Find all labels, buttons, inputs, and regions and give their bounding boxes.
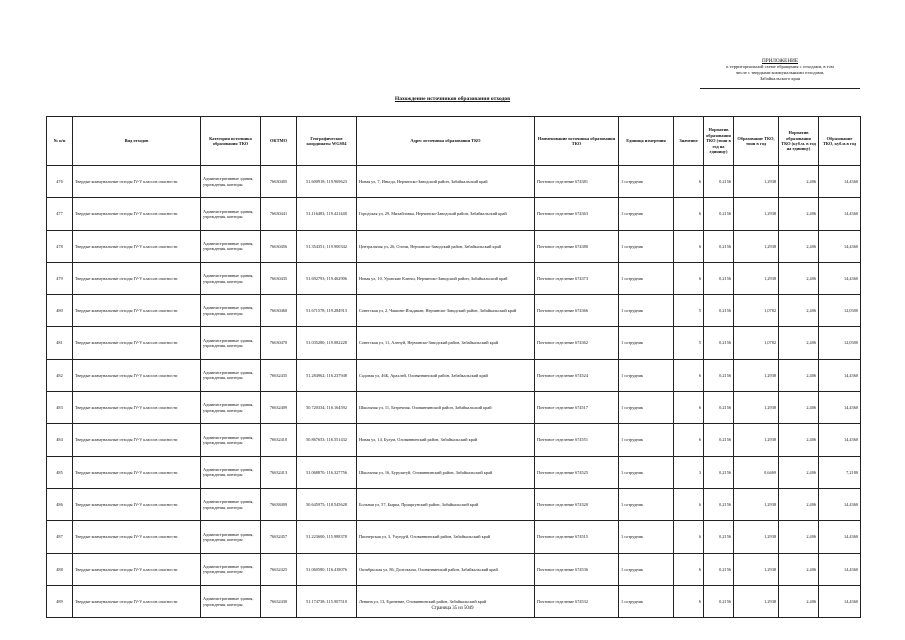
- cell-category: Административные здания, учреждения, конторы: [201, 456, 261, 488]
- header-category: Категория источника образования ТКО: [201, 117, 261, 166]
- cell-value: 6: [674, 166, 704, 198]
- table-row: [47, 521, 861, 553]
- cell-coordinates: 51.600918; 119.969623: [297, 166, 357, 198]
- cell-row-number: 476: [47, 166, 73, 198]
- cell-unit: 1 сотрудник: [619, 424, 674, 456]
- cell-oktmo: 76632430: [261, 585, 297, 617]
- cell-coordinates: 50.645975; 118.545628: [297, 488, 357, 520]
- cell-norm-m3: 2,406: [779, 553, 819, 585]
- table-row: [47, 392, 861, 424]
- cell-oktmo: 76630435: [261, 262, 297, 294]
- cell-coordinates: 51.068870; 116.327756: [297, 456, 357, 488]
- cell-address: Школьная ул, 11, Безречная, Оловяннинский район, Забайкальский край: [357, 392, 535, 424]
- cell-address: Центральная ул, 26, Олочи, Нерчинско-Заводский район, Забайкальский край: [357, 230, 535, 262]
- cell-norm-m3: 2,406: [779, 359, 819, 391]
- cell-source-name: Почтовое отделение 674373: [535, 262, 619, 294]
- cell-source-name: Почтовое отделение 674363: [535, 198, 619, 230]
- table-row: [47, 327, 861, 359]
- header-address: Адрес источника образования ТКО: [357, 117, 535, 166]
- appendix-block: [700, 58, 860, 82]
- cell-norm-tons: 0,2156: [704, 166, 734, 198]
- cell-m3-year: 7,2180: [819, 456, 861, 488]
- cell-value: 6: [674, 262, 704, 294]
- appendix-line: числе с твердыми коммунальными отходами,: [735, 70, 825, 75]
- cell-row-number: 477: [47, 198, 73, 230]
- cell-source-name: Почтовое отделение 674380: [535, 230, 619, 262]
- table-header-row: [47, 117, 861, 166]
- header-waste-kind: Вид отходов: [73, 117, 201, 166]
- header-norm-tons: Норматив образования ТКО (тонн в год на единицу): [704, 117, 734, 166]
- cell-source-name: Почтовое отделение 674524: [535, 359, 619, 391]
- header-unit: Единица измерения: [619, 117, 674, 166]
- cell-address: Новая ул, 7, Иньгда, Нерчинско-Заводский район, Забайкальский край: [357, 166, 535, 198]
- cell-norm-m3: 2,406: [779, 585, 819, 617]
- table-row: [47, 585, 861, 617]
- cell-source-name: Почтовое отделение 674362: [535, 327, 619, 359]
- cell-value: 6: [674, 424, 704, 456]
- cell-norm-tons: 0,2156: [704, 359, 734, 391]
- cell-source-name: Почтовое отделение 674517: [535, 392, 619, 424]
- cell-category: Административные здания, учреждения, конторы: [201, 327, 261, 359]
- cell-tons-year: 1,2938: [734, 359, 779, 391]
- cell-oktmo: 76632457: [261, 521, 297, 553]
- cell-category: Административные здания, учреждения, конторы: [201, 262, 261, 294]
- cell-norm-tons: 0,2156: [704, 295, 734, 327]
- cell-row-number: 479: [47, 262, 73, 294]
- cell-tons-year: 1,2938: [734, 488, 779, 520]
- cell-norm-m3: 2,406: [779, 262, 819, 294]
- cell-tons-year: 1,2938: [734, 521, 779, 553]
- cell-m3-year: 14,4360: [819, 488, 861, 520]
- cell-unit: 1 сотрудник: [619, 295, 674, 327]
- cell-norm-m3: 2,406: [779, 488, 819, 520]
- cell-m3-year: 12,0300: [819, 295, 861, 327]
- cell-unit: 1 сотрудник: [619, 230, 674, 262]
- cell-waste-kind: Твердые коммунальные отходы IV-V классов опасности: [73, 230, 201, 262]
- table-row: [47, 198, 861, 230]
- cell-norm-m3: 2,406: [779, 392, 819, 424]
- cell-coordinates: 51.284962; 116.237948: [297, 359, 357, 391]
- cell-oktmo: 76630456: [261, 230, 297, 262]
- table-row: [47, 456, 861, 488]
- cell-source-name: Почтовое отделение 674525: [535, 456, 619, 488]
- table-row: [47, 359, 861, 391]
- cell-tons-year: 1,2938: [734, 198, 779, 230]
- cell-address: Октябрьская ул, 86, Долгокыча, Оловяннинский район, Забайкальский край: [357, 553, 535, 585]
- cell-oktmo: 76632425: [261, 553, 297, 585]
- cell-category: Административные здания, учреждения, конторы: [201, 295, 261, 327]
- cell-norm-m3: 2,406: [779, 198, 819, 230]
- cell-category: Административные здания, учреждения, конторы: [201, 166, 261, 198]
- cell-waste-kind: Твердые коммунальные отходы IV-V классов опасности: [73, 424, 201, 456]
- cell-waste-kind: Твердые коммунальные отходы IV-V классов опасности: [73, 585, 201, 617]
- cell-coordinates: 51.671578; 119.284913: [297, 295, 357, 327]
- cell-m3-year: 14,4360: [819, 230, 861, 262]
- cell-oktmo: 76632435: [261, 359, 297, 391]
- cell-unit: 1 сотрудник: [619, 456, 674, 488]
- cell-waste-kind: Твердые коммунальные отходы IV-V классов опасности: [73, 359, 201, 391]
- cell-row-number: 485: [47, 456, 73, 488]
- cell-address: Больная ул, 57, Бырка, Приаргунский район, Забайкальский край: [357, 488, 535, 520]
- cell-source-name: Почтовое отделение 674366: [535, 295, 619, 327]
- header-m3-year: Образование ТКО, куб.м.в год: [819, 117, 861, 166]
- cell-norm-m3: 2,406: [779, 327, 819, 359]
- cell-norm-tons: 0,2156: [704, 327, 734, 359]
- header-tons-year: Образование ТКО, тонн в год: [734, 117, 779, 166]
- cell-tons-year: 1,0782: [734, 327, 779, 359]
- cell-norm-tons: 0,2156: [704, 521, 734, 553]
- cell-tons-year: 1,2938: [734, 262, 779, 294]
- cell-oktmo: 76630460: [261, 295, 297, 327]
- cell-norm-m3: 2,406: [779, 230, 819, 262]
- cell-oktmo: 76632409: [261, 392, 297, 424]
- cell-m3-year: 14,4360: [819, 521, 861, 553]
- cell-norm-tons: 0,2156: [704, 553, 734, 585]
- cell-waste-kind: Твердые коммунальные отходы IV-V классов опасности: [73, 392, 201, 424]
- cell-coordinates: 50.720334; 116.164592: [297, 392, 357, 424]
- cell-value: 6: [674, 553, 704, 585]
- cell-m3-year: 14,4360: [819, 424, 861, 456]
- cell-value: 6: [674, 230, 704, 262]
- cell-address: Советская ул, 11, Аленуй, Нерчинско-Заводский район, Забайкальский край: [357, 327, 535, 359]
- cell-oktmo: 76630470: [261, 327, 297, 359]
- cell-coordinates: 51.035280; 119.082228: [297, 327, 357, 359]
- cell-tons-year: 1,2938: [734, 553, 779, 585]
- cell-unit: 1 сотрудник: [619, 488, 674, 520]
- header-number: № п/п: [47, 117, 73, 166]
- header-value: Значение: [674, 117, 704, 166]
- table-row: [47, 488, 861, 520]
- cell-oktmo: 76632410: [261, 424, 297, 456]
- cell-tons-year: 0,6469: [734, 456, 779, 488]
- cell-address: Новая ул, 14, Булум, Оловяннинский район, Забайкальский край: [357, 424, 535, 456]
- appendix-line: Забайкальского края: [759, 76, 801, 81]
- cell-row-number: 482: [47, 359, 73, 391]
- cell-tons-year: 1,2938: [734, 392, 779, 424]
- cell-category: Административные здания, учреждения, конторы: [201, 424, 261, 456]
- cell-coordinates: 50.867653; 116.551432: [297, 424, 357, 456]
- cell-norm-m3: 2,406: [779, 166, 819, 198]
- table-row: [47, 553, 861, 585]
- cell-norm-tons: 0,2156: [704, 392, 734, 424]
- cell-row-number: 488: [47, 553, 73, 585]
- table-row: [47, 166, 861, 198]
- cell-source-name: Почтовое отделение 674532: [535, 585, 619, 617]
- cell-value: 5: [674, 327, 704, 359]
- cell-coordinates: 51.060580; 116.418076: [297, 553, 357, 585]
- cell-norm-m3: 2,406: [779, 424, 819, 456]
- cell-category: Административные здания, учреждения, конторы: [201, 553, 261, 585]
- cell-norm-m3: 2,406: [779, 295, 819, 327]
- cell-unit: 1 сотрудник: [619, 327, 674, 359]
- cell-unit: 1 сотрудник: [619, 166, 674, 198]
- cell-m3-year: 14,4360: [819, 198, 861, 230]
- cell-value: 6: [674, 359, 704, 391]
- cell-coordinates: 51.174738; 115.907510: [297, 585, 357, 617]
- cell-value: 6: [674, 488, 704, 520]
- cell-value: 6: [674, 521, 704, 553]
- cell-norm-tons: 0,2156: [704, 262, 734, 294]
- cell-norm-tons: 0,2156: [704, 198, 734, 230]
- cell-m3-year: 14,4360: [819, 359, 861, 391]
- cell-oktmo: 76632413: [261, 456, 297, 488]
- cell-row-number: 489: [47, 585, 73, 617]
- cell-waste-kind: Твердые коммунальные отходы IV-V классов опасности: [73, 521, 201, 553]
- appendix-line: к территориальной схеме обращения с отходами, в том: [726, 64, 834, 69]
- table-row: [47, 262, 861, 294]
- cell-m3-year: 14,4360: [819, 392, 861, 424]
- cell-m3-year: 14,4360: [819, 166, 861, 198]
- cell-address: Городская ул, 29, Михайловка, Нерчинско-Заводский район, Забайкальский край: [357, 198, 535, 230]
- table-body: [47, 166, 861, 618]
- appendix-rule: [700, 88, 860, 89]
- cell-unit: 1 сотрудник: [619, 521, 674, 553]
- header-norm-m3: Норматив образования ТКО (куб.м. в год на единицу): [779, 117, 819, 166]
- cell-unit: 1 сотрудник: [619, 553, 674, 585]
- header-source-name: Наименование источника образования ТКО: [535, 117, 619, 166]
- page-footer: Страница 35 из 5049: [431, 606, 474, 611]
- cell-waste-kind: Твердые коммунальные отходы IV-V классов опасности: [73, 327, 201, 359]
- cell-source-name: Почтовое отделение 674536: [535, 553, 619, 585]
- cell-m3-year: 14,4360: [819, 553, 861, 585]
- cell-row-number: 481: [47, 327, 73, 359]
- cell-waste-kind: Твердые коммунальные отходы IV-V классов опасности: [73, 262, 201, 294]
- cell-category: Административные здания, учреждения, конторы: [201, 585, 261, 617]
- appendix-heading: ПРИЛОЖЕНИЕ: [762, 58, 798, 64]
- cell-value: 3: [674, 456, 704, 488]
- cell-value: 6: [674, 585, 704, 617]
- cell-unit: 1 сотрудник: [619, 198, 674, 230]
- cell-waste-kind: Твердые коммунальные отходы IV-V классов опасности: [73, 553, 201, 585]
- cell-coordinates: 51.223600; 115.988378: [297, 521, 357, 553]
- cell-norm-tons: 0,2156: [704, 424, 734, 456]
- cell-oktmo: 76630405: [261, 166, 297, 198]
- sources-table: [46, 116, 861, 618]
- cell-m3-year: 14,4360: [819, 262, 861, 294]
- cell-address: Советская ул, 2, Чашино-Ильдикан, Нерчинско-Заводский район, Забайкальский край: [357, 295, 535, 327]
- cell-unit: 1 сотрудник: [619, 392, 674, 424]
- cell-value: 5: [674, 295, 704, 327]
- cell-value: 6: [674, 392, 704, 424]
- cell-category: Административные здания, учреждения, конторы: [201, 521, 261, 553]
- cell-category: Административные здания, учреждения, конторы: [201, 392, 261, 424]
- cell-address: Пионерская ул, 3, Улундуй, Оловяннинский район, Забайкальский край: [357, 521, 535, 553]
- cell-norm-m3: 2,406: [779, 521, 819, 553]
- cell-row-number: 478: [47, 230, 73, 262]
- cell-category: Административные здания, учреждения, конторы: [201, 230, 261, 262]
- cell-address: Садовая ул, 46Б, Арахлей, Оловяннинский район, Забайкальский край: [357, 359, 535, 391]
- cell-row-number: 487: [47, 521, 73, 553]
- table-row: [47, 295, 861, 327]
- cell-waste-kind: Твердые коммунальные отходы IV-V классов опасности: [73, 456, 201, 488]
- cell-oktmo: 76630441: [261, 198, 297, 230]
- document-title: Нахождение источников образования отходов: [394, 96, 511, 102]
- cell-source-name: Почтовое отделение 674320: [535, 488, 619, 520]
- cell-oktmo: 76638409: [261, 488, 297, 520]
- header-coordinates: Географические координаты WGS84: [297, 117, 357, 166]
- cell-waste-kind: Твердые коммунальные отходы IV-V классов опасности: [73, 295, 201, 327]
- cell-coordinates: 51.354351; 119.900342: [297, 230, 357, 262]
- cell-category: Административные здания, учреждения, конторы: [201, 198, 261, 230]
- cell-category: Административные здания, учреждения, конторы: [201, 359, 261, 391]
- cell-norm-tons: 0,2156: [704, 488, 734, 520]
- cell-norm-tons: 0,2156: [704, 456, 734, 488]
- cell-source-name: Почтовое отделение 674515: [535, 521, 619, 553]
- cell-address: Ленина ул, 13, Единение, Оловяннинский район, Забайкальский край: [357, 585, 535, 617]
- cell-unit: 1 сотрудник: [619, 585, 674, 617]
- cell-value: 6: [674, 198, 704, 230]
- cell-m3-year: 12,0300: [819, 327, 861, 359]
- cell-unit: 1 сотрудник: [619, 262, 674, 294]
- cell-unit: 1 сотрудник: [619, 359, 674, 391]
- header-oktmo: ОКТМО: [261, 117, 297, 166]
- cell-row-number: 484: [47, 424, 73, 456]
- cell-address: Школьная ул, 16, Бурулятуй, Оловяннинский район, Забайкальский край: [357, 456, 535, 488]
- cell-tons-year: 1,0782: [734, 295, 779, 327]
- cell-address: Новая ул, 10, Уровские Ключи, Нерчинско-Заводский район, Забайкальский край: [357, 262, 535, 294]
- cell-coordinates: 51.116483; 119.421448: [297, 198, 357, 230]
- cell-waste-kind: Твердые коммунальные отходы IV-V классов опасности: [73, 166, 201, 198]
- cell-coordinates: 51.692793; 119.462906: [297, 262, 357, 294]
- cell-tons-year: 1,2938: [734, 585, 779, 617]
- cell-norm-tons: 0,2156: [704, 230, 734, 262]
- cell-m3-year: 14,4360: [819, 585, 861, 617]
- table-row: [47, 230, 861, 262]
- cell-tons-year: 1,2938: [734, 424, 779, 456]
- cell-row-number: 486: [47, 488, 73, 520]
- cell-tons-year: 1,2938: [734, 166, 779, 198]
- cell-norm-m3: 2,406: [779, 456, 819, 488]
- cell-category: Административные здания, учреждения, конторы: [201, 488, 261, 520]
- cell-waste-kind: Твердые коммунальные отходы IV-V классов опасности: [73, 198, 201, 230]
- cell-row-number: 480: [47, 295, 73, 327]
- cell-waste-kind: Твердые коммунальные отходы IV-V классов опасности: [73, 488, 201, 520]
- cell-source-name: Почтовое отделение 674381: [535, 166, 619, 198]
- cell-row-number: 483: [47, 392, 73, 424]
- cell-tons-year: 1,2938: [734, 230, 779, 262]
- cell-source-name: Почтовое отделение 674551: [535, 424, 619, 456]
- table-row: [47, 424, 861, 456]
- cell-norm-tons: 0,2156: [704, 585, 734, 617]
